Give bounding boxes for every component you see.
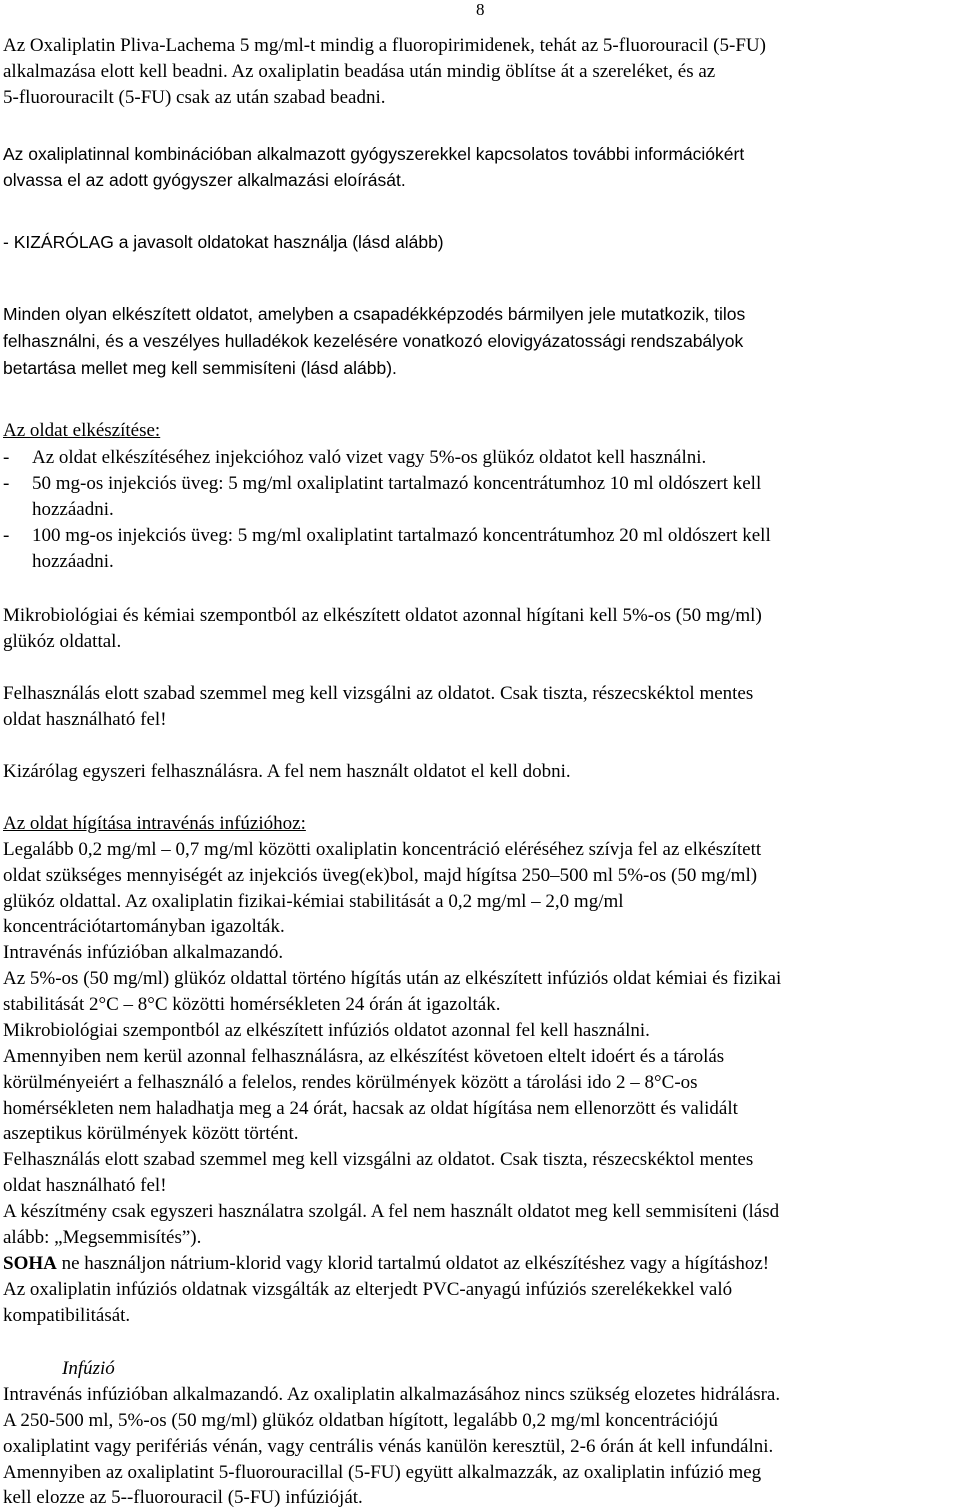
dilution-line-4: koncentrációtartományban igazolták.	[3, 916, 285, 937]
paragraph-4-line-3: betartása mellet meg kell semmisíteni (lásd alább).	[3, 358, 397, 378]
dilution-line-10: körülményeiért a felhasználó a felelos, rendes körülmények között a tárolási ido 2 – 8°C-os	[3, 1072, 698, 1093]
preparation-item-2: - 50 mg-os injekciós üveg: 5 mg/ml oxaliplatint tartalmazó koncentrátumhoz 10 ml oldószert kell	[3, 473, 762, 494]
soha-rest: ne használjon nátrium-klorid vagy klorid tartalmú oldatot az elkészítéshez vagy a hígításhoz!	[56, 1253, 770, 1274]
dilution-line-13: Felhasználás elott szabad szemmel meg kell vizsgálni az oldatot. Csak tiszta, részecskéktol mentes	[3, 1149, 754, 1170]
preparation-item-3-cont: hozzáadni.	[32, 551, 114, 572]
pvc-line-2: kompatibilitását.	[3, 1305, 131, 1326]
preparation-item-2-cont: hozzáadni.	[32, 499, 114, 520]
dilution-line-14: oldat használható fel!	[3, 1175, 167, 1196]
paragraph-3: - KIZÁRÓLAG a javasolt oldatokat használja (lásd alább)	[3, 232, 444, 252]
preparation-heading: Az oldat elkészítése:	[3, 420, 161, 441]
paragraph-2-line-2: olvassa el az adott gyógyszer alkalmazási eloírását.	[3, 170, 406, 190]
paragraph-1-line-1: Az Oxaliplatin Pliva-Lachema 5 mg/ml-t mindig a fluoropirimidenek, tehát az 5-fluorouracil (5-FU)	[3, 35, 766, 56]
dilution-line-5: Intravénás infúzióban alkalmazandó.	[3, 942, 284, 963]
paragraph-4-line-2: felhasználni, és a veszélyes hulladékok kezelésére vonatkozó elovigyázatossági rendszabályok	[3, 331, 744, 351]
preparation-item-1: - Az oldat elkészítéséhez injekcióhoz való vizet vagy 5%-os glükóz oldatot kell használni.	[3, 447, 707, 468]
preparation-item-3: - 100 mg-os injekciós üveg: 5 mg/ml oxaliplatint tartalmazó koncentrátumhoz 20 ml oldószert kell	[3, 525, 771, 546]
dilution-line-11: homérsékleten nem haladhatja meg a 24 órát, hacsak az oldat hígítása nem ellenorzött és validált	[3, 1098, 738, 1119]
infusion-line-1: Intravénás infúzióban alkalmazandó. Az oxaliplatin alkalmazásához nincs szükség elozetes hidrálásra.	[3, 1384, 781, 1405]
paragraph-4-line-1: Minden olyan elkészített oldatot, amelyben a csapadékképzodés bármilyen jele mutatkozik, tilos	[3, 304, 746, 324]
dilution-line-1: Legalább 0,2 mg/ml – 0,7 mg/ml közötti oxaliplatin koncentráció eléréséhez szívja fel az elkészített	[3, 839, 762, 860]
dilution-line-7: stabilitását 2°C – 8°C közötti homérsékleten 24 órán át igazolták.	[3, 994, 501, 1015]
dilution-heading: Az oldat hígítása intravénás infúzióhoz:	[3, 813, 306, 834]
infusion-line-2: A 250-500 ml, 5%-os (50 mg/ml) glükóz oldatban hígított, legalább 0,2 mg/ml koncentrációjú	[3, 1410, 719, 1431]
paragraph-6-line-1: Felhasználás elott szabad szemmel meg kell vizsgálni az oldatot. Csak tiszta, részecskéktol mentes	[3, 683, 754, 704]
infusion-heading: Infúzió	[62, 1358, 115, 1379]
infusion-line-5: kell elozze az 5--fluorouracil (5-FU) infúzióját.	[3, 1487, 363, 1508]
paragraph-7: Kizárólag egyszeri felhasználásra. A fel nem használt oldatot el kell dobni.	[3, 761, 571, 782]
paragraph-5-line-1: Mikrobiológiai és kémiai szempontból az elkészített oldatot azonnal hígítani kell 5%-os (50 mg/ml)	[3, 605, 762, 626]
pvc-line-1: Az oxaliplatin infúziós oldatnak vizsgálták az elterjedt PVC-anyagú infúziós szerelékekkel való	[3, 1279, 733, 1300]
paragraph-5-line-2: glükóz oldattal.	[3, 631, 122, 652]
dilution-line-16: alább: „Megsemmisítés”).	[3, 1227, 202, 1248]
dilution-line-12: aszeptikus körülmények között történt.	[3, 1123, 299, 1144]
dilution-line-2: oldat szükséges mennyiségét az injekciós üveg(ek)bol, majd hígítsa 250–500 ml 5%-os (50 mg/ml)	[3, 865, 758, 886]
paragraph-1-line-3: 5-fluorouracilt (5-FU) csak az után szabad beadni.	[3, 87, 386, 108]
soha-warning	[3, 1252, 769, 1276]
paragraph-1-line-2: alkalmazása elott kell beadni. Az oxaliplatin beadása után mindig öblítse át a szereléket, és az	[3, 61, 716, 82]
paragraph-6-line-2: oldat használható fel!	[3, 709, 167, 730]
infusion-line-3: oxaliplatint vagy perifériás vénán, vagy centrális vénás kanülön keresztül, 2-6 órán át kell infundálni.	[3, 1436, 774, 1457]
soha-bold: SOHA	[3, 1253, 57, 1274]
dilution-line-8: Mikrobiológiai szempontból az elkészített infúziós oldatot azonnal fel kell használni.	[3, 1020, 650, 1041]
paragraph-2-line-1: Az oxaliplatinnal kombinációban alkalmazott gyógyszerekkel kapcsolatos további információkért	[3, 144, 745, 164]
dilution-line-6: Az 5%-os (50 mg/ml) glükóz oldattal történo hígítás után az elkészített infúziós oldat kémiai és fizikai	[3, 968, 782, 989]
dilution-line-3: glükóz oldattal. Az oxaliplatin fizikai-kémiai stabilitását a 0,2 mg/ml – 2,0 mg/ml	[3, 891, 624, 912]
dilution-line-15: A készítmény csak egyszeri használatra szolgál. A fel nem használt oldatot meg kell semmisíteni (lásd	[3, 1201, 780, 1222]
dilution-line-9: Amennyiben nem kerül azonnal felhasználásra, az elkészítést követoen eltelt idoért és a tárolás	[3, 1046, 725, 1067]
page-number: 8	[476, 0, 485, 19]
infusion-line-4: Amennyiben az oxaliplatint 5-fluorouracillal (5-FU) együtt alkalmazzák, az oxaliplatin infúzió meg	[3, 1462, 762, 1483]
